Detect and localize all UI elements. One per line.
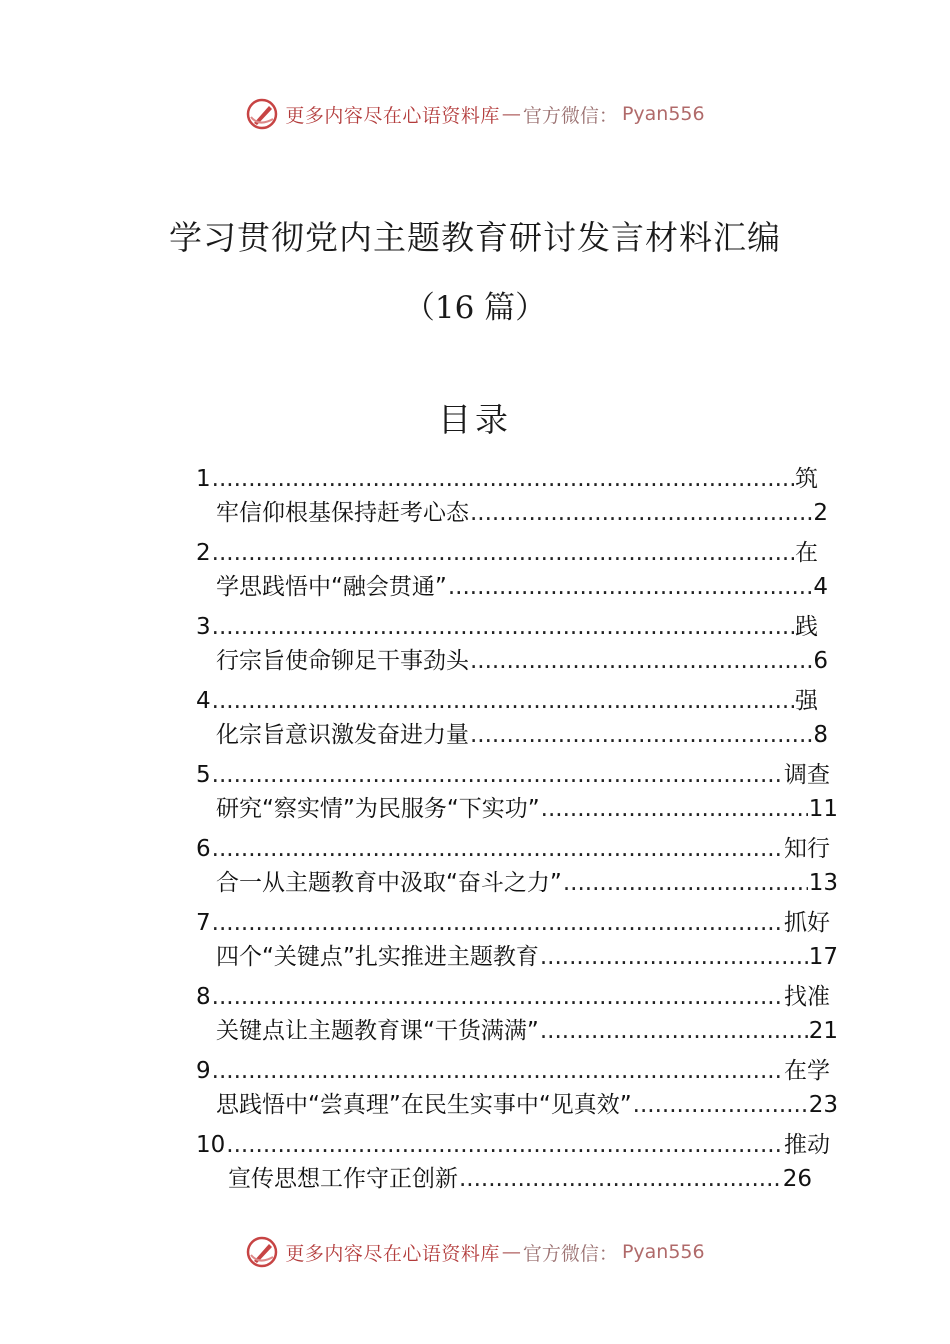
toc-entry-head: 在 xyxy=(795,540,818,566)
toc-entry-1[interactable] xyxy=(196,462,830,536)
toc-entry-8[interactable] xyxy=(196,980,838,1054)
toc-entry-number: 4 xyxy=(196,688,211,714)
toc-entry-page: 26 xyxy=(782,1166,812,1192)
toc-entry-text: 行宗旨使命铆足干事劲头 xyxy=(216,648,469,674)
toc-entry-page: 2 xyxy=(813,500,828,526)
toc-entry-7[interactable] xyxy=(196,906,838,980)
banner-separator: — xyxy=(501,1241,521,1263)
dot-leader xyxy=(226,1128,783,1162)
document-subtitle: （16 篇） xyxy=(403,290,547,326)
dot-leader xyxy=(633,1088,808,1122)
banner-wechat-id: Pyan556 xyxy=(621,1241,705,1263)
dot-leader xyxy=(540,1014,808,1048)
toc-entry-number: 10 xyxy=(196,1132,226,1158)
toc-entry-text: 宣传思想工作守正创新 xyxy=(228,1166,458,1192)
dot-leader xyxy=(212,980,783,1014)
toc-entry-number: 2 xyxy=(196,540,211,566)
toc-entry-page: 4 xyxy=(813,574,828,600)
toc-entry-head: 调查 xyxy=(784,762,830,788)
toc-entry-number: 5 xyxy=(196,762,211,788)
toc-entry-head: 找准 xyxy=(784,984,830,1010)
toc-entry-text: 思践悟中“尝真理”在民生实事中“见真效” xyxy=(216,1092,632,1118)
toc-entry-number: 9 xyxy=(196,1058,211,1084)
footer-watermark-banner xyxy=(0,1232,950,1272)
toc-entry-number: 3 xyxy=(196,614,211,640)
banner-text: 更多内容尽在心语资料库 xyxy=(285,104,500,127)
toc-entry-4[interactable] xyxy=(196,684,830,758)
toc-entry-text: 关键点让主题教育课“干货满满” xyxy=(216,1018,539,1044)
toc-entry-head: 践 xyxy=(795,614,818,640)
pen-logo-icon xyxy=(245,1235,279,1269)
pen-logo-icon xyxy=(245,97,279,131)
dot-leader xyxy=(212,758,783,792)
toc-entry-text: 研究“察实情”为民服务“下实功” xyxy=(216,796,540,822)
table-of-contents xyxy=(196,462,838,1202)
dot-leader xyxy=(212,536,794,570)
toc-entry-9[interactable] xyxy=(196,1054,838,1128)
banner-wechat-label: 官方微信： xyxy=(522,104,618,127)
toc-entry-text: 化宗旨意识激发奋进力量 xyxy=(216,722,469,748)
toc-entry-number: 8 xyxy=(196,984,211,1010)
toc-entry-6[interactable] xyxy=(196,832,838,906)
toc-entry-page: 21 xyxy=(808,1018,838,1044)
document-title: 学习贯彻党内主题教育研讨发言材料汇编 xyxy=(169,218,781,257)
dot-leader xyxy=(470,496,812,530)
toc-entry-page: 13 xyxy=(808,870,838,896)
toc-entry-number: 6 xyxy=(196,836,211,862)
toc-entry-head: 推动 xyxy=(784,1132,830,1158)
toc-entry-head: 抓好 xyxy=(784,910,830,936)
dot-leader xyxy=(540,940,808,974)
toc-entry-2[interactable] xyxy=(196,536,830,610)
toc-entry-text: 合一从主题教育中汲取“奋斗之力” xyxy=(216,870,562,896)
dot-leader xyxy=(212,684,794,718)
banner-text: 更多内容尽在心语资料库 xyxy=(285,1242,500,1265)
banner-separator: — xyxy=(501,103,521,125)
dot-leader xyxy=(470,718,812,752)
toc-entry-head: 知行 xyxy=(784,836,830,862)
dot-leader xyxy=(448,570,813,604)
toc-entry-head: 强 xyxy=(795,688,818,714)
toc-entry-number: 7 xyxy=(196,910,211,936)
toc-entry-page: 11 xyxy=(808,796,838,822)
toc-heading: 目录 xyxy=(438,400,512,439)
dot-leader xyxy=(470,644,812,678)
dot-leader xyxy=(212,832,783,866)
toc-entry-page: 8 xyxy=(813,722,828,748)
toc-entry-number: 1 xyxy=(196,466,211,492)
banner-wechat-label: 官方微信： xyxy=(522,1242,618,1265)
dot-leader xyxy=(212,1054,783,1088)
toc-entry-text: 学思践悟中“融会贯通” xyxy=(216,574,447,600)
header-watermark-banner xyxy=(0,94,950,134)
dot-leader xyxy=(563,866,808,900)
dot-leader xyxy=(541,792,808,826)
dot-leader xyxy=(459,1162,782,1196)
dot-leader xyxy=(212,906,783,940)
toc-entry-3[interactable] xyxy=(196,610,830,684)
toc-entry-page: 6 xyxy=(813,648,828,674)
dot-leader xyxy=(212,462,794,496)
toc-entry-head: 筑 xyxy=(795,466,818,492)
toc-entry-head: 在学 xyxy=(784,1058,830,1084)
banner-wechat-id: Pyan556 xyxy=(621,103,705,125)
toc-entry-page: 17 xyxy=(808,944,838,970)
toc-entry-10[interactable] xyxy=(196,1128,830,1202)
toc-entry-text: 四个“关键点”扎实推进主题教育 xyxy=(216,944,539,970)
toc-entry-page: 23 xyxy=(808,1092,838,1118)
toc-entry-5[interactable] xyxy=(196,758,838,832)
dot-leader xyxy=(212,610,794,644)
toc-entry-text: 牢信仰根基保持赶考心态 xyxy=(216,500,469,526)
